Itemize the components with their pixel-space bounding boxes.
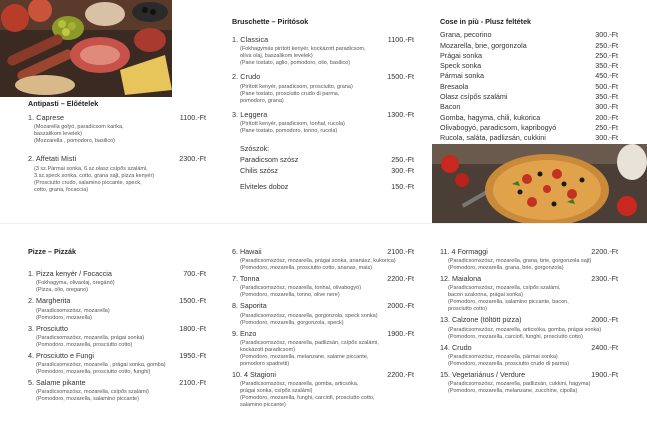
antipasti-photo (0, 0, 172, 97)
pizza-price: 1800.-Ft (179, 323, 206, 333)
pizza-item (440, 371, 618, 395)
menu-item (28, 114, 206, 145)
section-divider (0, 223, 647, 224)
pizza-desc: (Pizza, olio, oregano) (36, 287, 88, 294)
item-name: 1. Classica (232, 35, 269, 45)
item-name: Paradicsom szósz (240, 155, 299, 165)
pizza-price: 2100.-Ft (179, 378, 206, 388)
item-price: 1500.-Ft (387, 72, 414, 82)
pizza-price: 2000.-Ft (387, 301, 414, 311)
pizza-name: 9. Enzo (232, 328, 257, 338)
pizza-desc: (Pomodoro, mozarella, funghi, carciofi, prosciutto cotto, (240, 395, 375, 402)
item-name: 3. Leggera (232, 109, 268, 119)
pizza-desc: (Paradicsomszósz, mozarella, prágai sonka, ananász, kukorica) (240, 258, 396, 265)
pizza-name: 1. Pizza kenyér / Focaccia (28, 269, 112, 279)
pizza-name: 3. Prosciutto (28, 323, 68, 333)
sauce-item (240, 156, 414, 164)
item-name: Chilis szósz (240, 166, 278, 176)
pizza-item (232, 330, 414, 368)
item-price: 1100.-Ft (387, 35, 414, 45)
pizza-desc: (Paradicsomszósz, mozarella, articsóka, gomba, prágai sonka) (448, 326, 602, 333)
extras-list (440, 30, 618, 143)
extra-item: Grana, pecorino 300.-Ft (440, 30, 618, 40)
pizza-name: 6. Hawaii (232, 247, 262, 256)
pizza-photo (432, 144, 647, 224)
extra-item: Gomba, hagyma, chili, kukorica 200.-Ft (440, 112, 618, 122)
item-desc: cotto, grana, focaccia) (34, 186, 89, 193)
item-desc: 3.sz.speck sonka, cotto, grana sajt, pizza kenyér) (34, 172, 155, 179)
pizza-desc: kockázott paradicsom) (240, 346, 296, 353)
bruschette-section (232, 18, 414, 192)
pizza-desc: (Paradicsomszósz, mozarella, grana, brie, gorgonzola sajt) (448, 258, 592, 265)
extra-item: Bacon 300.-Ft (440, 102, 618, 112)
pizza-desc: (Paradicsomszósz, mozarella, csípős szalámi) (36, 389, 149, 396)
pizza-desc: (Pomodoro, mozarella, prosciutto cotto, funghi) (36, 369, 151, 376)
item-price: 150.-Ft (391, 182, 414, 192)
item-price: 1300.-Ft (387, 109, 414, 119)
pizza-desc: (Paradicsomszósz, mozarella, gorgonzola, speck sonka) (240, 312, 378, 319)
item-desc: pomodoro, grana) (240, 97, 284, 104)
pizza-name: 10. 4 Stagioni (232, 369, 276, 379)
extra-item: Bresaola 500.-Ft (440, 81, 618, 91)
item-desc: baszalikom levelek) (34, 131, 82, 138)
pizza-name: 2. Margherita (28, 296, 71, 306)
extra-item: Rucola, saláta, padlizsán, cukkini 300.-Ft (440, 133, 618, 143)
pizza-desc: (Paradicsomszósz, mozarella, padlizsán, csípős szalámi, (240, 339, 379, 346)
item-desc: (Pirított kenyér, paradicsom, prosciutto, grana) (240, 83, 353, 90)
pizza-desc: (Paradicsomszósz, mozarella, csípős szalámi, (448, 285, 561, 292)
item-desc: (Mozzarella , pomodoro, basilico) (34, 138, 116, 145)
extra-item: Mozarella, brie, gorgonzola 250.-Ft (440, 40, 618, 50)
pizza-price: 2200.-Ft (387, 274, 414, 284)
pizza-desc: (Pomodoro, mozarella, gorgonzola, speck) (240, 319, 344, 326)
pizza-price: 2200.-Ft (591, 247, 618, 256)
extras-title: Cose in più - Plusz feltétek (440, 17, 532, 26)
pizza-price: 2000.-Ft (591, 315, 618, 325)
extra-item: Pármai sonka 450.-Ft (440, 71, 618, 81)
item-name: 2. Crudo (232, 72, 261, 82)
item-price: 250.-Ft (391, 155, 414, 165)
item-desc: olíva olaj, baszalikom levelek) (240, 53, 313, 60)
item-name: 1. Caprese (28, 113, 65, 123)
pizza-item (440, 344, 618, 368)
pizza-desc: prosciutto cotto) (448, 306, 488, 313)
pizza-price: 1950.-Ft (179, 350, 206, 360)
pizza-name: 5. Salame pikante (28, 378, 86, 388)
sauces-title: Szószok: (240, 143, 270, 153)
pizza-item (28, 379, 206, 403)
item-desc: (Fokhagymás pirított kenyér, kockázott paradicsom, (240, 46, 366, 53)
pizza-desc: (Paradicsomszósz, mozarella, gomba, articsóka, (240, 381, 359, 388)
pizza-desc: (Paradicsomszósz, mozarella, pármai sonka) (448, 353, 558, 360)
pizza-desc: (Pomodoro, mozarella, melanzane, zucchine, cipolla) (448, 388, 578, 395)
pizza-item (28, 325, 206, 349)
pizze-col-1 (28, 248, 206, 406)
pizza-item (232, 302, 414, 326)
pizza-desc: (Paradicsomszósz, mozarella, tonhal, olivabogyó) (240, 285, 362, 292)
extra-item: Olasz csípős szalámi 350.-Ft (440, 91, 618, 101)
takeaway-box (240, 183, 414, 191)
pizza-item (440, 248, 618, 272)
pizza-name: 12. Maialona (440, 274, 482, 284)
sauce-item (240, 167, 414, 175)
pizza-desc: (Pomodoro, mozarella, prosciutto cotto, ananas, mais) (240, 265, 373, 272)
pizza-price: 2100.-Ft (387, 247, 414, 256)
bruschette-title: Bruschette – Pirítósok (232, 17, 309, 26)
pizza-desc: (Pomodoro, mozarella, carciofi, funghi, prosciutto cotto) (448, 333, 583, 340)
pizza-item (232, 371, 414, 409)
pizza-desc: (Pomodoro, mozarella, salamino piccante) (36, 396, 140, 403)
pizza-name: 11. 4 Formaggi (440, 247, 488, 256)
pizza-item (28, 270, 206, 294)
pizze-title: Pizze – Pizzák (28, 247, 76, 256)
pizze-col-2 (232, 248, 414, 412)
pizza-price: 1900.-Ft (591, 369, 618, 379)
pizze-col-3 (440, 248, 618, 398)
menu-item (232, 36, 414, 67)
item-desc: (Pane tostato, aglio, pomodoro, olio, basilico) (240, 60, 351, 67)
item-desc: (Pane tostato, prosciutto crudo di parma, (240, 90, 340, 97)
antipasti-title: Antipasti – Előételek (28, 99, 99, 108)
menu-item (28, 155, 206, 193)
pizza-desc: (Paradicsomszósz, mozarella , prágai sonka, gomba) (36, 362, 166, 369)
pizza-price: 2300.-Ft (591, 274, 618, 284)
pizza-price: 2400.-Ft (591, 342, 618, 352)
extras-section (440, 18, 618, 143)
pizza-name: 13. Calzone (töltött pizza) (440, 315, 522, 325)
pizza-price: 700.-Ft (183, 269, 206, 279)
pizza-name: 8. Saporita (232, 301, 267, 311)
pizza-desc: (Paradicsomszósz, mozarella, prágai sonka) (36, 334, 145, 341)
pizza-desc: (Pomodoro, mozarella, prosciutto cotto) (36, 341, 133, 348)
pizza-desc: (Pomodoro, mozarella, tonno, olive nere) (240, 292, 340, 299)
item-desc: (Pirított kenyér, paradicsom, tonhal, rucola) (240, 120, 345, 127)
pizza-desc: bacon szalonna, prágai sonka) (448, 292, 523, 299)
pizza-desc: (Fokhagyma, olivaolaj, oregánó) (36, 280, 115, 287)
extra-item: Prágai sonka 250.-Ft (440, 50, 618, 60)
menu-item (232, 111, 414, 135)
item-desc: (Pane tostato, pomodoro, tonno, rucola) (240, 127, 338, 134)
pizza-item (28, 352, 206, 376)
pizza-photo-illustration (432, 144, 647, 224)
item-price: 300.-Ft (391, 166, 414, 176)
pizza-price: 1500.-Ft (179, 296, 206, 306)
pizza-desc: (Paradicsomszósz, mozarella, padlizsán, cukkini, hagyma) (448, 381, 591, 388)
pizza-name: 14. Crudo (440, 342, 472, 352)
pizza-desc: (Pomodoro, mozarella, prosciutto crudo di parma) (448, 360, 570, 367)
menu-item (232, 73, 414, 104)
pizza-price: 2200.-Ft (387, 369, 414, 379)
extra-item: Olivabogyó, paradicsom, kapribogyó 250.-Ft (440, 122, 618, 132)
item-price: 2300.-Ft (179, 154, 206, 164)
item-desc: (Prosciutto crudo, salamino piccante, speck, (34, 179, 142, 186)
pizza-item (440, 275, 618, 313)
item-name: Elviteles doboz (240, 182, 289, 192)
item-name: 2. Affetati Misti (28, 154, 77, 164)
item-price: 1100.-Ft (179, 113, 206, 123)
pizza-desc: (Paradicsomszósz, mozarella) (36, 307, 110, 314)
item-desc: (3 sz.Pármai sonka, 6.sz.olasz csípős szalámi, (34, 165, 148, 172)
pizza-item (232, 248, 414, 272)
pizza-item (440, 316, 618, 340)
antipasti-section (28, 100, 206, 195)
pizza-desc: pomodoro spadretti) (240, 360, 290, 367)
pizza-name: 4. Prosciutto e Fungi (28, 350, 94, 360)
pizza-item (232, 275, 414, 299)
pizza-desc: prágai sonka, csípős szalámi) (240, 388, 313, 395)
pizza-desc: (Pomodoro, mozarella, grana, brie, gorgonzola) (448, 265, 564, 272)
pizza-desc: salamino piccante) (240, 402, 286, 409)
antipasti-photo-illustration (0, 0, 172, 97)
extra-item: Speck sonka 350.-Ft (440, 61, 618, 71)
pizza-price: 1900.-Ft (387, 328, 414, 338)
pizza-name: 15. Vegetariánus / Verdure (440, 369, 526, 379)
pizza-desc: (Pomodoro, mozarella, melanzane, salame piccante, (240, 353, 369, 360)
pizza-item (28, 297, 206, 321)
item-desc: (Mozarella golyó, paradicsom karika, (34, 124, 124, 131)
pizza-desc: (Pomodoro, mozarella, salamino piccante, bacon, (448, 299, 569, 306)
pizza-desc: (Pomodoro, mozarella) (36, 314, 92, 321)
pizza-name: 7. Tonna (232, 274, 260, 284)
